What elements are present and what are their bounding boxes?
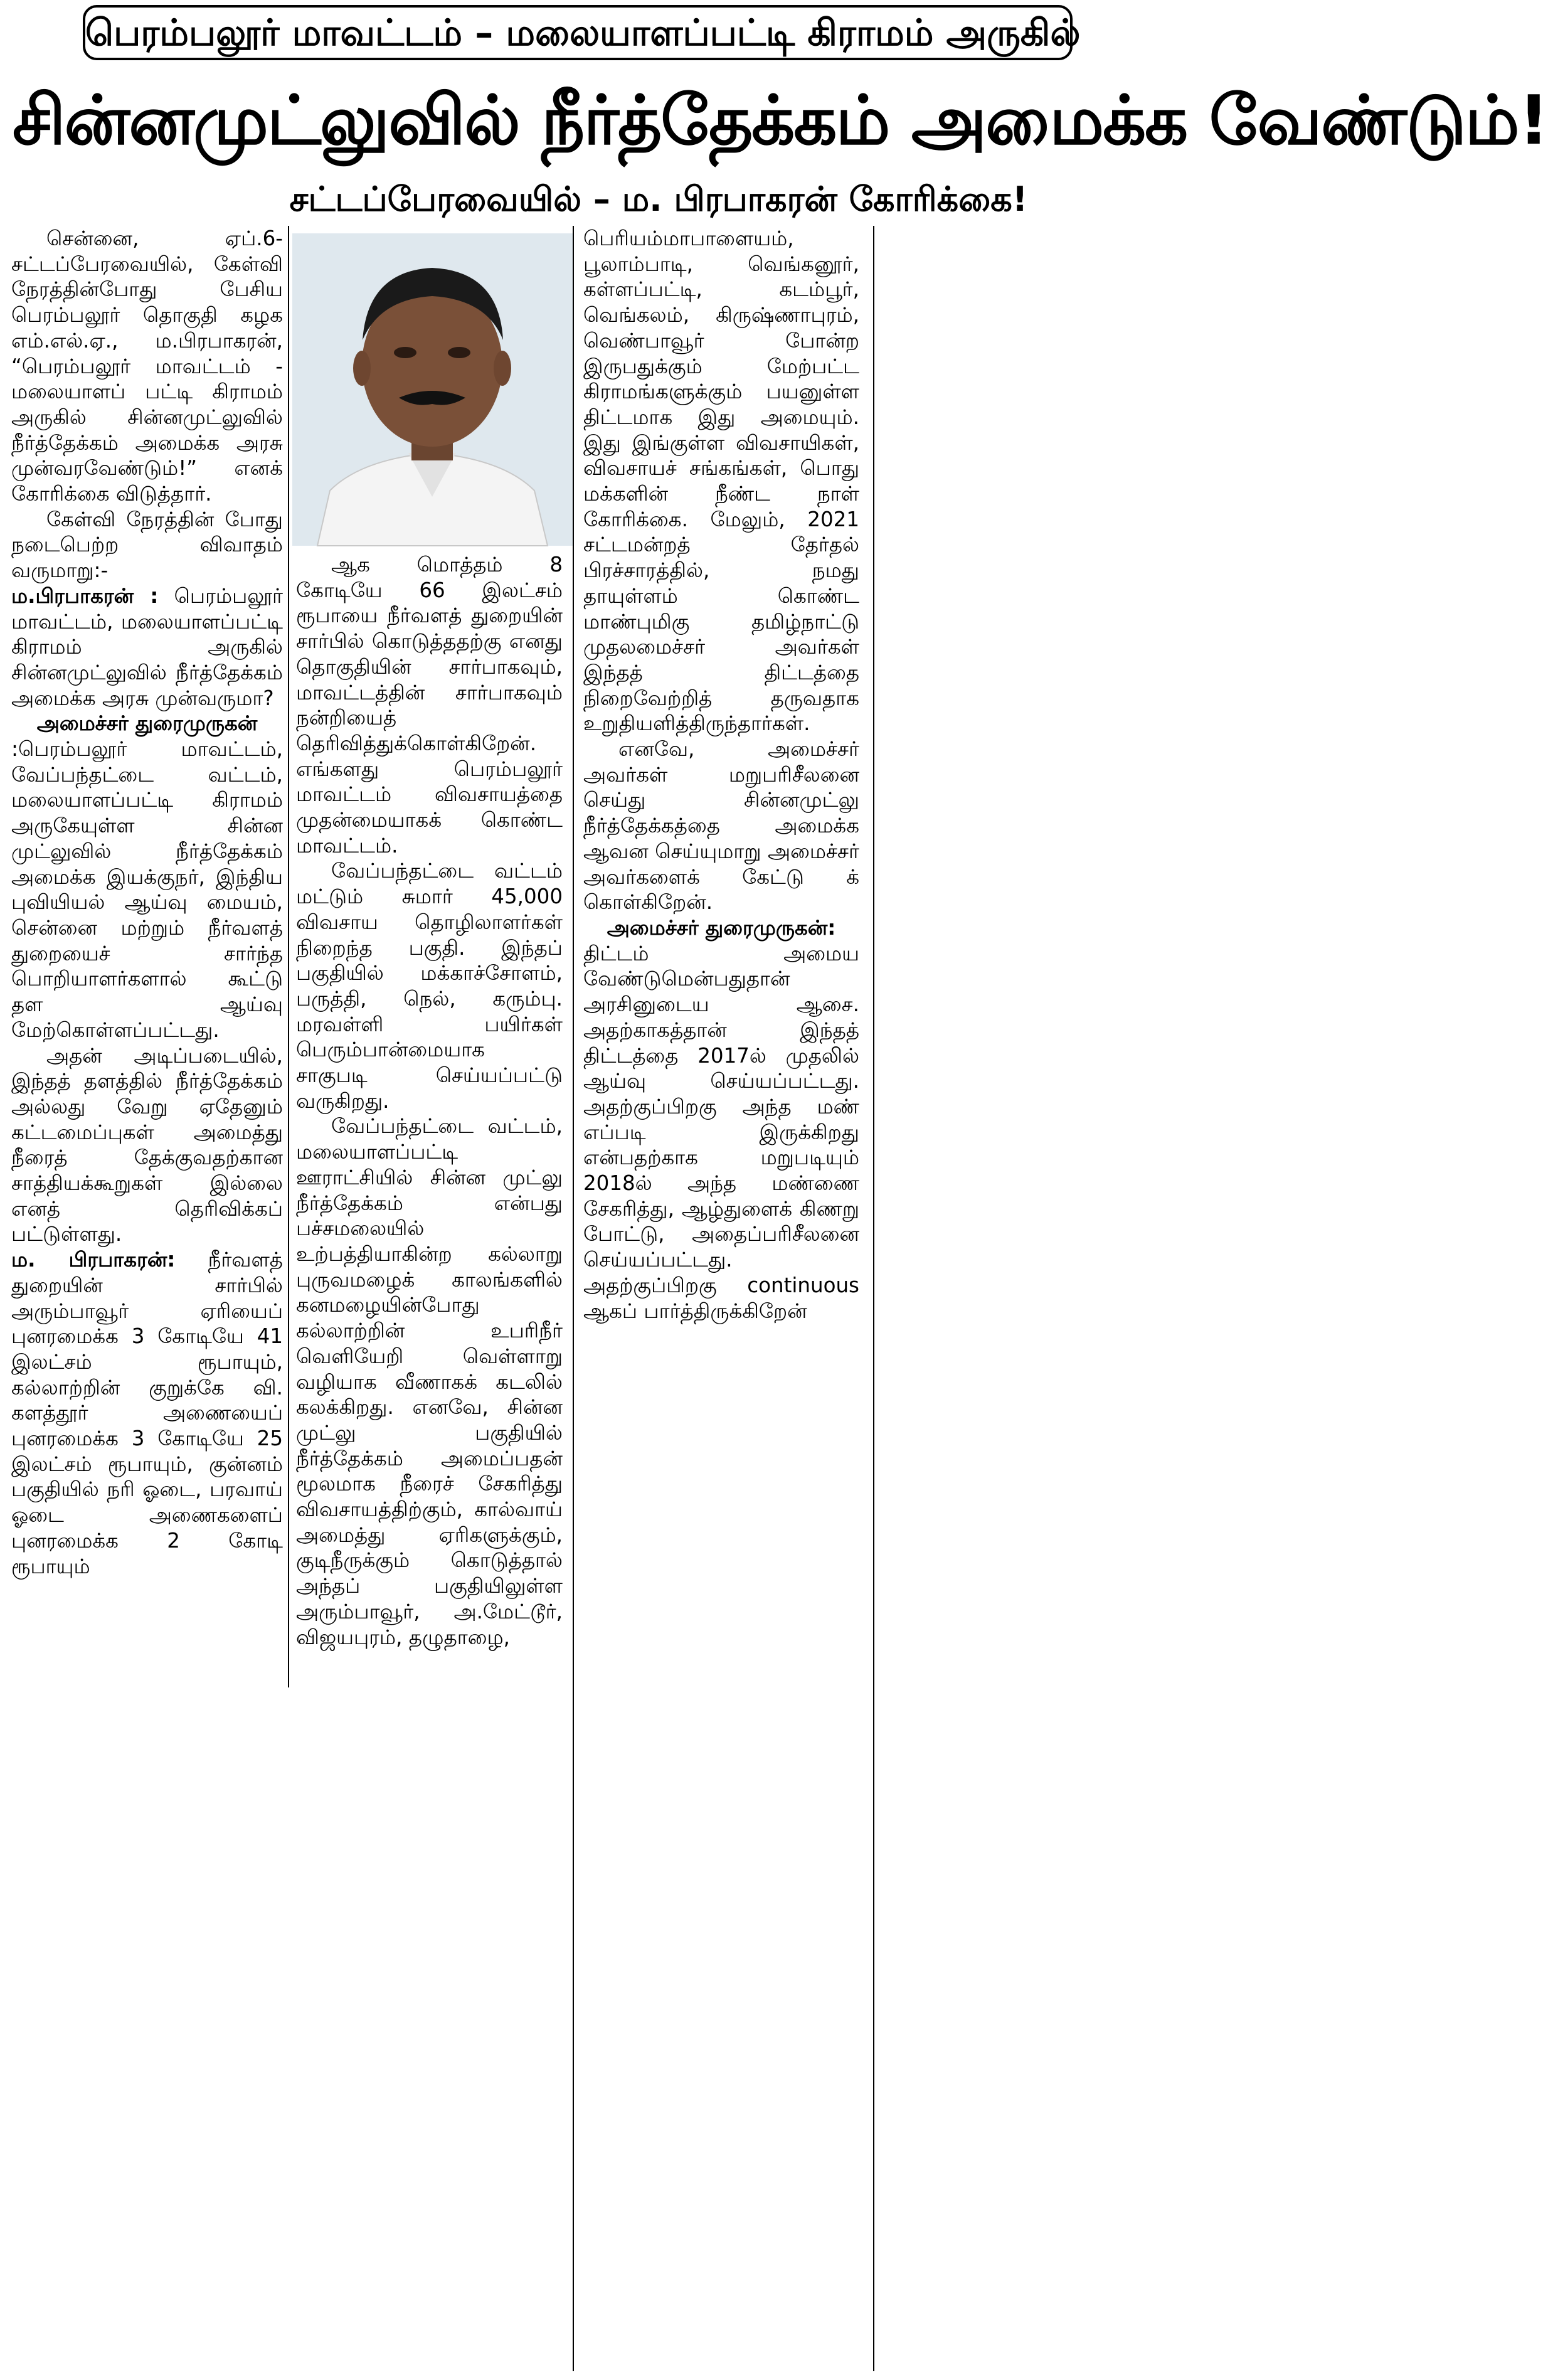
paragraph: வேப்பந்தட்டை வட்டம் மட்டும் சுமார் 45,000 விவசாய தொழிலாளர்கள் நிறைந்த பகுதி. இந்தப் பகுதியில் மக்காச்சோளம், பருத்தி, நெல், கரும்பு. மரவள்ளி பயிர்கள் பெரும்பான்மையாக சாகுபடி செய்யப்பட்டு வருகிறது. [296,859,563,1113]
column-divider [873,226,874,2371]
paragraph: திட்டம் அமைய வேண்டுமென்பதுதான் அரசினுடைய ஆசை. அதற்காகத்தான் இந்தத் திட்டத்தை 2017ல் முதலில் ஆய்வு செய்யப்பட்டது. அதற்குப்பிறகு அந்த மண் எப்படி இருக்கிறது என்பதற்காக மறுபடியும் 2018ல் அந்த மண்ணை சேகரித்து, ஆழ்துளைக் கிணறு போட்டு, அதைப்பரிசீலனை செய்யப்பட்டது. அதற்குப்பிறகு continuous ஆகப் பார்த்திருக்கிறேன் [583,941,859,1323]
kicker-banner: பெரம்பலூர் மாவட்டம் – மலையாளப்பட்டி கிராமம் அருகில் [83,5,1073,60]
column-divider [288,226,289,1687]
column-divider [573,226,574,2371]
speaker-label: ம. பிரபாகரன்: [11,1248,176,1272]
article-column-2 [296,552,563,1650]
article-column-1 [11,226,283,1579]
speaker-text: பெரம்பலூர் மாவட்டம், மலையாளப்பட்டி கிராமம் அருகில் சின்னமுட்லுவில் நீர்த்தேக்கம் அமைக்க அரசு முன்வருமா? [11,583,283,710]
politician-photo [292,233,573,546]
speaker-heading: அமைச்சர் துரைமுருகன் [36,711,258,736]
paragraph: அதன் அடிப்படையில், இந்தத் தளத்தில் நீர்த்தேக்கம் அல்லது வேறு ஏதேனும் கட்டமைப்புகள் அமைத்து நீரைத் தேக்குவதற்கான சாத்தியக்கூறுகள் இல்லை எனத் தெரிவிக்கப் பட்டுள்ளது. [11,1043,283,1246]
paragraph: :பெரம்பலூர் மாவட்டம், வேப்பந்தட்டை வட்டம், மலையாளப்பட்டி கிராமம் அருகேயுள்ள சின்ன முட்லுவில் நீர்த்தேக்கம் அமைக்க இயக்குநர், இந்திய புவியியல் ஆய்வு மையம், சென்னை மற்றும் நீர்வளத் துறையைச் சார்ந்த பொறியாளர்களால் கூட்டு தள ஆய்வு மேற்கொள்ளப்பட்டது. [11,737,283,1042]
article-column-3 [583,226,859,1324]
headline: சின்னமுட்லுவில் நீர்த்தேக்கம் அமைக்க வேண்டும்! [13,82,1548,160]
speaker-label: ம.பிரபாகரன் : [11,583,159,608]
paragraph [11,583,283,711]
paragraph: கேள்வி நேரத்தின் போது நடைபெற்ற விவாதம் வருமாறு:- [11,507,283,583]
speaker-text: நீர்வளத் துறையின் சார்பில் அரும்பாவூர் ஏரியைப் புனரமைக்க 3 கோடியே 41 இலட்சம் ரூபாயும், கல்லாற்றின் குறுக்கே வி. களத்தூர் அணையைப் புனரமைக்க 3 கோடியே 25 இலட்சம் ரூபாயும், குன்னம் பகுதியில் நரி ஓடை, பரவாய் ஓடை அணைகளைப் புனரமைக்க 2 கோடி ரூபாயும் [11,1248,283,1578]
speaker-heading: அமைச்சர் துரைமுருகன்: [607,915,836,940]
paragraph: பெரியம்மாபாளையம், பூலாம்பாடி, வெங்கனூர், கள்ளப்பட்டி, கடம்பூர், வெங்கலம், கிருஷ்ணாபுரம், வெண்பாவூர் போன்ற இருபதுக்கும் மேற்பட்ட கிராமங்களுக்கும் பயனுள்ள திட்டமாக இது அமையும். இது இங்குள்ள விவசாயிகள், விவசாயச் சங்கங்கள், பொது மக்களின் நீண்ட நாள் கோரிக்கை. மேலும், 2021 சட்டமன்றத் தேர்தல் பிரச்சாரத்தில், நமது தாயுள்ளம் கொண்ட மாண்புமிகு தமிழ்நாட்டு முதலமைச்சர் அவர்கள் இந்தத் திட்டத்தை நிறைவேற்றித் தருவதாக உறுதியளித்திருந்தார்கள். [583,226,859,736]
person-portrait-icon [292,233,573,546]
paragraph: வேப்பந்தட்டை வட்டம், மலையாளப்பட்டி ஊராட்சியில் சின்ன முட்லு நீர்த்தேக்கம் என்பது பச்சமலையில் உற்பத்தியாகின்ற கல்லாறு புருவமழைக் காலங்களில் கனமழையின்போது கல்லாற்றின் உபரிநீர் வெளியேறி வெள்ளாறு வழியாக வீணாகக் கடலில் கலக்கிறது. எனவே, சின்ன முட்லு பகுதியில் நீர்த்தேக்கம் அமைப்பதன் மூலமாக நீரைச் சேகரித்து விவசாயத்திற்கும், கால்வாய் அமைத்து ஏரிகளுக்கும், குடிநீருக்கும் கொடுத்தால் அந்தப் பகுதியிலுள்ள அரும்பாவூர், அ.மேட்டூர், விஜயபுரம், தழுதாழை, [296,1114,563,1649]
paragraph: சென்னை, ஏப்.6- சட்டப்பேரவையில், கேள்வி நேரத்தின்போது பேசிய பெரம்பலூர் தொகுதி கழக எம்.எல்.ஏ., ம.பிரபாகரன், “பெரம்பலூர் மாவட்டம் - மலையாளப் பட்டி கிராமம் அருகில் சின்னமுட்லுவில் நீர்த்தேக்கம் அமைக்க அரசு முன்வரவேண்டும்!” எனக் கோரிக்கை விடுத்தார். [11,226,283,506]
paragraph [11,1247,283,1579]
subheadline: சட்டப்பேரவையில் – ம. பிரபாகரன் கோரிக்கை! [289,179,1028,219]
paragraph: எனவே, அமைச்சர் அவர்கள் மறுபரிசீலனை செய்து சின்னமுட்லு நீர்த்தேக்கத்தை அமைக்க ஆவன செய்யுமாறு அமைச்சர் அவர்களைக் கேட்டு க் கொள்கிறேன். [583,737,859,915]
paragraph: ஆக மொத்தம் 8 கோடியே 66 இலட்சம் ரூபாயை நீர்வளத் துறையின் சார்பில் கொடுத்ததற்கு எனது தொகுதியின் சார்பாகவும், மாவட்டத்தின் சார்பாகவும் நன்றியைத் தெரிவித்துக்கொள்கிறேன். எங்களது பெரம்பலூர் மாவட்டம் விவசாயத்தை முதன்மையாகக் கொண்ட மாவட்டம். [296,553,563,858]
